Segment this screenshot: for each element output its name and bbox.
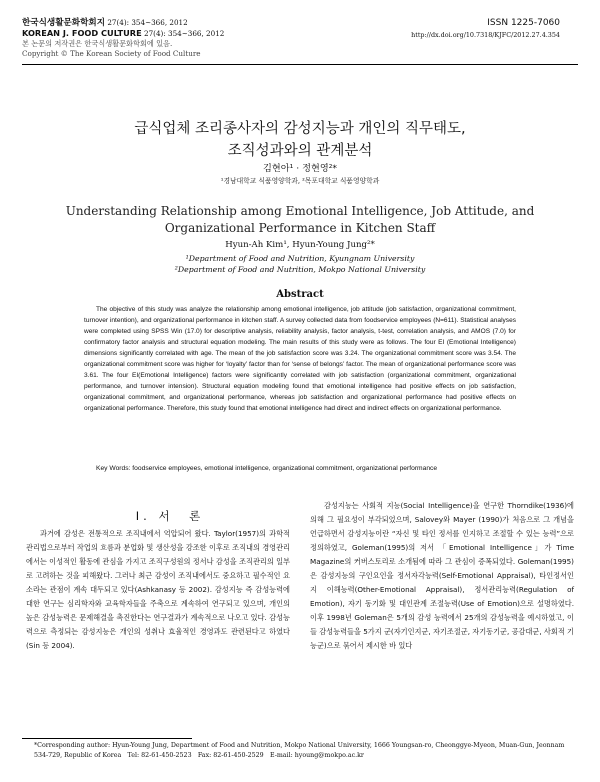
journal-name-ko: 한국식생활문화학회지 bbox=[22, 18, 106, 28]
title-ko-line1: 급식업체 조리종사자의 감성지능과 개인의 직무태도, bbox=[134, 121, 466, 137]
doi-link[interactable]: http://dx.doi.org/10.7318/KJFC/2012.27.4.354 bbox=[411, 31, 560, 39]
keywords-label: Key Words: bbox=[96, 465, 131, 472]
section-title-introduction: I. 서 론 bbox=[135, 509, 205, 523]
title-ko-line2: 조직성과와의 관계분석 bbox=[227, 143, 373, 159]
issn: ISSN 1225-7060 bbox=[487, 18, 560, 28]
title-english bbox=[0, 203, 600, 237]
title-en-line1: Understanding Relationship among Emotional Intelligence, Job Attitude, and bbox=[65, 204, 535, 218]
affiliation-en-2: ²Department of Food and Nutrition, Mokpo National University bbox=[174, 265, 426, 274]
authors-korean: 김현아¹ · 정현영²* bbox=[263, 163, 337, 174]
affiliations-english bbox=[0, 253, 600, 275]
footnote-rule bbox=[22, 738, 192, 739]
abstract-heading: Abstract bbox=[276, 289, 324, 300]
journal-name-en: KOREAN J. FOOD CULTURE bbox=[22, 28, 142, 38]
affiliations-korean: ¹경남대학교 식품영양학과, ²목포대학교 식품영양학과 bbox=[220, 177, 380, 185]
affiliation-en-1: ¹Department of Food and Nutrition, Kyungnam University bbox=[185, 254, 415, 263]
body-column-left bbox=[26, 527, 290, 653]
journal-vol-ko: 27(4): 354~366, 2012 bbox=[107, 18, 188, 27]
title-en-line2: Organizational Performance in Kitchen Staff bbox=[164, 221, 436, 235]
body-paragraph-right: 감성지능는 사회적 지능(Social Intelligence)을 연구한 Thorndike(1936)에 의해 그 필요성이 부각되었으며, Salovey와 Mayer (1990)가 처음으로 그 개념을 언급하면서 감성지능이란 “자신 및 타인 정서를 인지하고 조절할 수 있는 능력”으로 정의하였고, Goleman(1995)의 저서 「Emotional Intelligence」가 Time Magazine의 커버스토리로 소개됨에 따라 그 관심이 증폭되었다. Goleman(1995)은 감성지능의 구인요인을 정서자각능력(Self-Emotional Appraisal), 타인정서인지 이해능력(Other-Emotional Appraisal), 정서관리능력(Regulation of Emotion), 자기 동기화 및 대인관계 조절능력(Use of Emotion)으로 설명하였다. 이후 1998년 Goleman은 5개의 감성 능력에서 25개의 감성능력을 예시하였고, 이들 감성능력들을 5가지 군(자기인지군, 자기조절군, 자기동기군, 공감대군, 사회적 기능군)으로 묶어서 제시한 바 있다 bbox=[310, 501, 574, 650]
corresponding-author-footnote: *Corresponding author: Hyun-Young Jung, Department of Food and Nutrition, Mokpo National University, 1666 Youngsan-ro, Cheonggye-Myeon, Muan-Gun, Jeonnam 534-729, Republic of Korea Tel: 82-61-450-2523 Fax: 82-61-450-2529 E-mail: hyoung@mokpo.ac.kr bbox=[34, 742, 565, 759]
journal-header bbox=[22, 18, 224, 59]
abstract-body: The objective of this study was analyze the relationship among emotional intelligence, job attitude (job satisfaction, organizational commitment, turnover intention), and organizational performance in kitchen staff. A survey collected data from foodservice employees (N=611). Statistical analyses were completed using SPSS Win (17.0) for descriptive analysis, reliability analysis, factor analysis, t-test, correlation analysis, and AMOS (7.0) for confirmatory factor analysis and structural equation modeling. The main results of this study were as follows. The four EI (Emotional Intelligence) dimensions significantly correlated with age. The mean of the job satisfaction score was 3.24. The organizational commitment score was 3.54. The organizational commitment score was higher for ‘loyalty’ factor than for ‘sense of belongs’ factor. The mean of organizational performance score was 3.61. The four EI(Emotional Intelligence) factors were significantly correlated with job satisfaction (organizational commitment, organizational performance, and turnover intension). Structural equation modeling found that emotional intelligence had positive effects on job satisfaction, organizational commitment, and organizational performance, whereas job satisfaction and organizational performance had positive effects on organizational performance. Therefore, this study found that emotional intelligence had direct and indirect effects on organizational performance. bbox=[84, 306, 516, 412]
body-paragraph-left: 과거에 감성은 전통적으로 조직내에서 억압되어 왔다. Taylor(1957)의 과학적 관리법으로부터 작업의 흐름과 분업화 및 생산성을 강조한 이후로 조직내의 경영관리에서는 이성적인 활동에 관심을 가지고 조직구성원의 정서나 감성을 조직관리의 일부로 고려하는 것을 피해왔다. 그러나 최근 감성이 조직내에서도 중요하고 필수적인 요소라는 관점이 계속 대두되고 있다(Ashkanasy 등 2002). 감성지능 즉 감성능력에 대한 연구는 심리학자와 교육학자들을 주축으로 계속하여 연구되고 있으며, 개인의 높은 감성능력은 문제해결을 촉진한다는 연구결과가 계속적으로 나오고 있다. 감성능력으로 측정되는 감성지능은 개인의 성취나 효율적인 경영과도 관련된다고 하였다(Sin 등 2004). bbox=[26, 529, 290, 650]
copyright-en: Copyright © The Korean Society of Food Culture bbox=[22, 49, 201, 58]
journal-id bbox=[411, 18, 560, 39]
journal-vol-en: 27(4): 354~366, 2012 bbox=[144, 29, 225, 38]
keywords-list: foodservice employees, emotional intelligence, organizational commitment, organizational performance bbox=[130, 465, 438, 472]
body-column-right bbox=[310, 499, 574, 653]
header-rule bbox=[22, 64, 578, 65]
copyright-ko: 본 논문의 저작권은 한국식생활문화학회에 있음. bbox=[22, 39, 173, 48]
title-korean bbox=[0, 118, 600, 162]
authors-english: Hyun-Ah Kim¹, Hyun-Young Jung²* bbox=[225, 240, 375, 250]
keywords bbox=[96, 465, 526, 472]
